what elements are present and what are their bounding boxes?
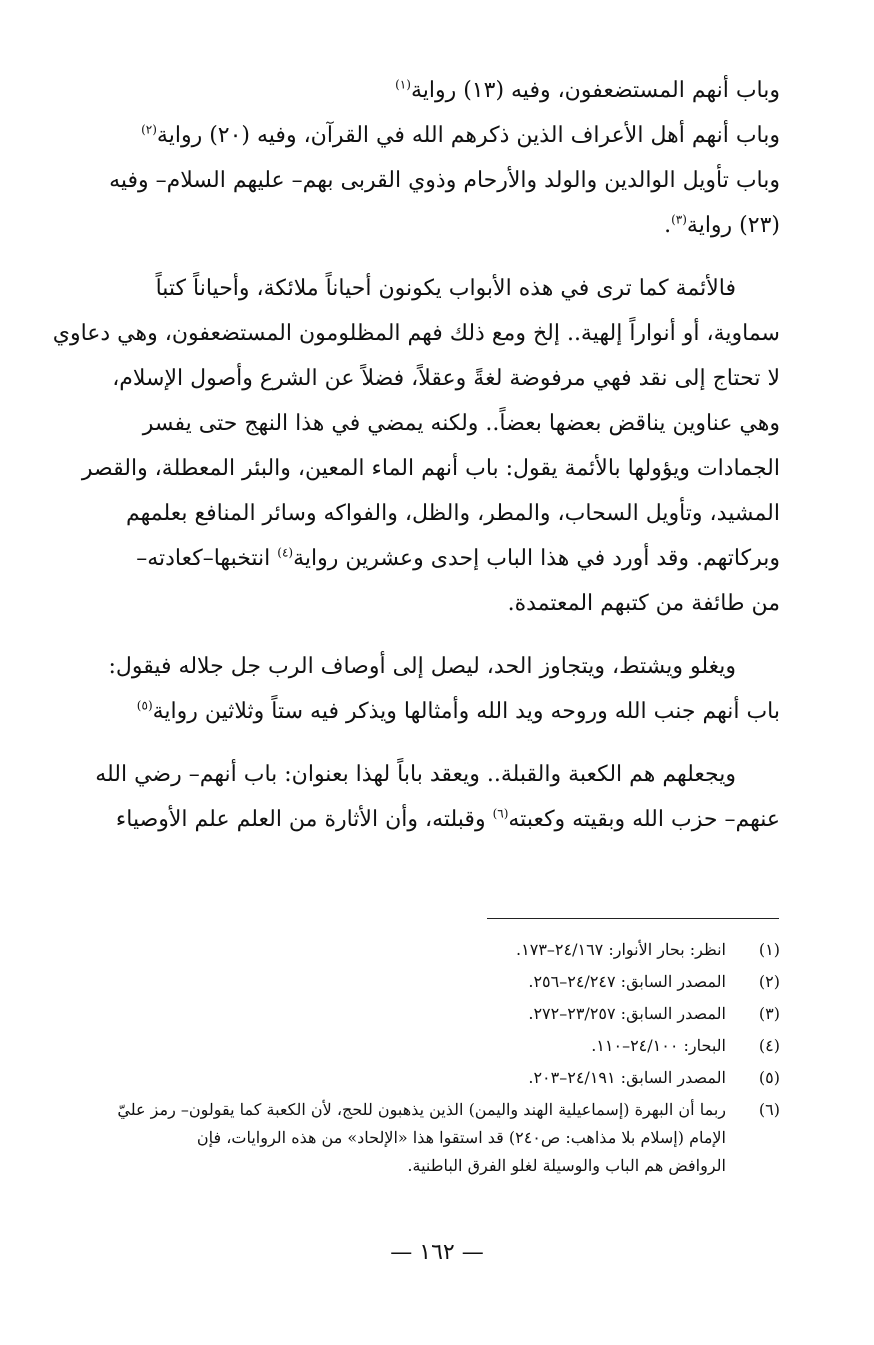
footnote-number: (٦) bbox=[758, 1100, 780, 1119]
text-line: فالأئمة كما ترى في هذه الأبواب يكونون أحياناً ملائكة، وأحياناً كتباً bbox=[155, 276, 736, 301]
text-line: وباب أنهم أهل الأعراف الذين ذكرهم الله في القرآن، وفيه (٢٠) رواية$^{(٢)}$ bbox=[141, 122, 780, 148]
footnote-number: (٢) bbox=[758, 972, 780, 991]
text-line: عنهم– حزب الله وبقيته وكعبته$^{(٦)}$ وقبلته، وأن الأثارة من العلم علم الأوصياء bbox=[115, 806, 780, 832]
footnote-number: (٤) bbox=[758, 1036, 780, 1055]
text-line: من طائفة من كتبهم المعتمدة. bbox=[507, 591, 780, 616]
footnote-number: (١) bbox=[758, 940, 780, 959]
footnote-ref[interactable]: (٥) bbox=[136, 698, 153, 713]
footnote-ref[interactable]: (٣) bbox=[671, 212, 687, 227]
footnote-text: المصدر السابق: ٢٤/٢٤٧–٢٥٦. bbox=[528, 972, 726, 991]
footnote-number: (٣) bbox=[758, 1004, 780, 1023]
footnote-item bbox=[80, 1030, 780, 1062]
paragraph bbox=[52, 266, 780, 626]
footnote-ref[interactable]: (٢) bbox=[141, 122, 157, 137]
paragraph bbox=[80, 752, 780, 842]
footnote-line: الروافض هم الباب والوسيلة لغلو الفرق الباطنية. bbox=[407, 1156, 726, 1175]
text-line: لا تحتاج إلى نقد فهي مرفوضة لغةً وعقلاً، فضلاً عن الشرع وأصول الإسلام، bbox=[112, 366, 780, 391]
footnote-text: المصدر السابق: ٢٣/٢٥٧–٢٧٢. bbox=[528, 1004, 726, 1023]
paragraph bbox=[80, 644, 780, 734]
footnote-item bbox=[80, 966, 780, 998]
footnote-ref[interactable]: (١) bbox=[395, 77, 411, 92]
footnote-text: البحار: ٢٤/١٠٠–١١٠. bbox=[591, 1036, 726, 1055]
footnote-text: انظر: بحار الأنوار: ٢٤/١٦٧–١٧٣. bbox=[516, 940, 726, 959]
text-line: (٢٣) رواية$^{(٣)}$. bbox=[664, 212, 780, 238]
text-line: وهي عناوين يناقض بعضها بعضاً.. ولكنه يمضي في هذا النهج حتى يفسر bbox=[142, 411, 780, 436]
paragraph bbox=[80, 68, 780, 248]
text-line: ويغلو ويشتط، ويتجاوز الحد، ليصل إلى أوصاف الرب جل جلاله فيقول: bbox=[108, 654, 736, 679]
footnote-item bbox=[80, 998, 780, 1030]
footnote-line: الإمام (إسلام بلا مذاهب: ص٢٤٠) قد استقوا هذا «الإلحاد» من هذه الروايات، فإن bbox=[196, 1128, 726, 1147]
footnote-ref[interactable]: (٤) bbox=[277, 545, 294, 560]
footnote-item bbox=[80, 1062, 780, 1094]
footnote-separator bbox=[487, 918, 779, 919]
page-number: — ١٦٢ — bbox=[390, 1240, 484, 1265]
text-line: الجمادات ويؤولها بالأئمة يقول: باب أنهم الماء المعين، والبئر المعطلة، والقصر bbox=[81, 456, 780, 481]
footnote-ref[interactable]: (٦) bbox=[492, 806, 509, 821]
text-line: وباب تأويل الوالدين والولد والأرحام وذوي القربى بهم– عليهم السلام– وفيه bbox=[109, 168, 780, 193]
text-line: ويجعلهم هم الكعبة والقبلة.. ويعقد باباً لهذا بعنوان: باب أنهم– رضي الله bbox=[95, 762, 736, 787]
footnote-text bbox=[80, 1094, 726, 1180]
text-line: المشيد، وتأويل السحاب، والمطر، والظل، والفواكه وسائر المنافع بعلمهم bbox=[125, 501, 780, 526]
main-text bbox=[52, 68, 780, 860]
footnote-line: ربما أن البهرة (إسماعيلية الهند واليمن) الذين يذهبون للحج، لأن الكعبة كما يقولون– رمز عليّ bbox=[117, 1100, 726, 1119]
footnote-item bbox=[80, 934, 780, 966]
footnote-item bbox=[80, 1094, 780, 1180]
footnote-text: المصدر السابق: ٢٤/١٩١–٢٠٣. bbox=[528, 1068, 726, 1087]
footnote-number: (٥) bbox=[758, 1068, 780, 1087]
text-line: باب أنهم جنب الله وروحه ويد الله وأمثالها ويذكر فيه ستاً وثلاثين رواية$^{(٥)}$ bbox=[136, 698, 780, 724]
text-line: وبركاتهم. وقد أورد في هذا الباب إحدى وعشرين رواية$^{(٤)}$ انتخبها–كعادته– bbox=[136, 545, 780, 571]
text-line: سماوية، أو أنواراً إلهية.. إلخ ومع ذلك فهم المظلومون المستضعفون، وهي دعاوي bbox=[52, 321, 780, 346]
footnotes bbox=[80, 934, 780, 1180]
text-line: وباب أنهم المستضعفون، وفيه (١٣) رواية$^{(١)}$ bbox=[395, 77, 780, 103]
